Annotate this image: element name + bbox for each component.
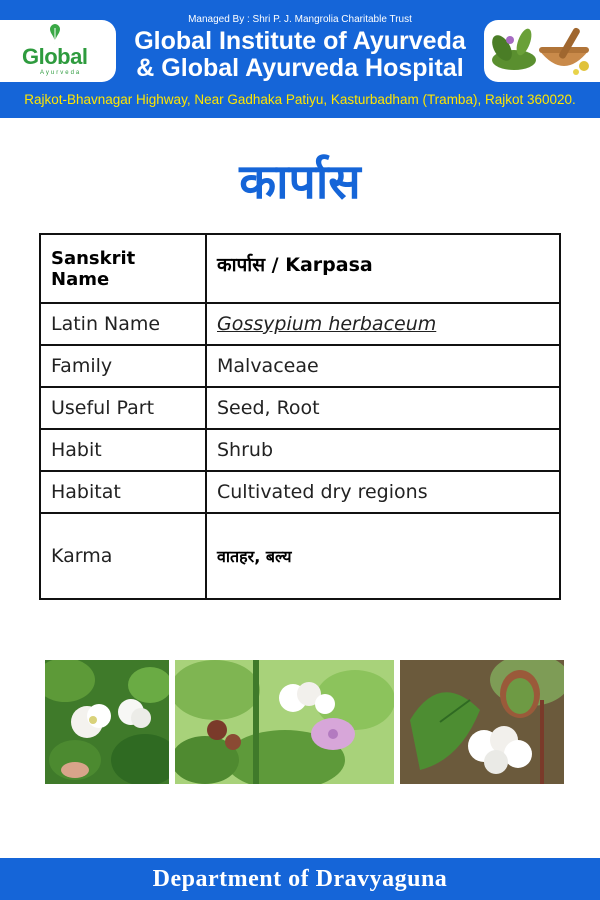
sanskrit-name-label: Sanskrit Name: [40, 234, 206, 303]
footer-banner: [0, 858, 600, 900]
cotton-flower-photo: [45, 660, 169, 784]
table-row: [40, 429, 560, 471]
habit-value: Shrub: [206, 429, 560, 471]
header-banner: [0, 0, 600, 118]
sanskrit-name-value: कार्पास / Karpasa: [206, 234, 560, 303]
habit-label: Habit: [40, 429, 206, 471]
karma-text: वातहर, बल्य: [217, 547, 292, 566]
institute-title-line2: & Global Ayurveda Hospital: [136, 54, 464, 82]
table-row: [40, 471, 560, 513]
institute-title-line1: Global Institute of Ayurveda: [134, 27, 466, 55]
latin-name-label: Latin Name: [40, 303, 206, 345]
logo-text: Global: [22, 44, 88, 69]
address-text: Rajkot-Bhavnagar Highway, Near Gadhaka Patiyu, Kasturbadham (Tramba), Rajkot 360020.: [24, 92, 576, 107]
table-row: [40, 513, 560, 599]
family-value: Malvaceae: [206, 345, 560, 387]
karma-label: Karma: [40, 513, 206, 599]
herbs-mortar-image: [484, 20, 600, 82]
table-header-row: [40, 234, 560, 303]
managed-by-text: Managed By : Shri P. J. Mangrolia Charitable Trust: [188, 14, 412, 25]
cotton-boll-photo: [175, 660, 394, 784]
table-row: [40, 387, 560, 429]
herb-info-table: [39, 233, 561, 600]
table-row: [40, 345, 560, 387]
karma-value: [206, 513, 560, 599]
useful-part-label: Useful Part: [40, 387, 206, 429]
useful-part-value: Seed, Root: [206, 387, 560, 429]
logo-subtext: Ayurveda: [40, 70, 82, 76]
cotton-plant-photo: [400, 660, 564, 784]
habitat-value: Cultivated dry regions: [206, 471, 560, 513]
latin-name-text: Gossypium herbaceum: [217, 313, 437, 335]
latin-name-value: [206, 303, 560, 345]
page-title: कार्पास: [239, 154, 361, 210]
department-name: Department of Dravyaguna: [152, 866, 448, 892]
habitat-label: Habitat: [40, 471, 206, 513]
table-row: [40, 303, 560, 345]
family-label: Family: [40, 345, 206, 387]
